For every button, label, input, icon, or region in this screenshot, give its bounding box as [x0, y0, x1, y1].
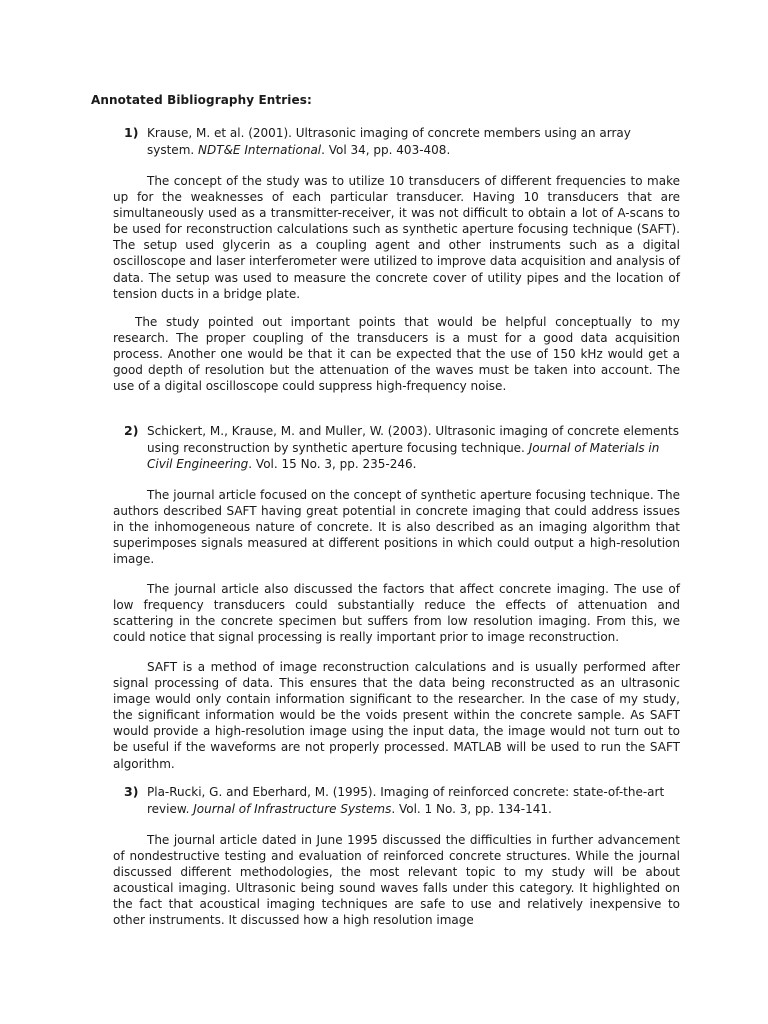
entry-citation: Pla-Rucki, G. and Eberhard, M. (1995). Imaging of reinforced concrete: state-of-the-art review. Journal of Infrastructure Systems. Vol. 1 No. 3, pp. 134-141. — [147, 785, 665, 816]
page-heading: Annotated Bibliography Entries: — [91, 93, 312, 107]
journal-title: Journal of Materials in Civil Engineering — [147, 440, 660, 471]
annotation-paragraph: SAFT is a method of image reconstruction calculations and is usually performed after signal processing of data. This ensures that the data being reconstructed as an ultrasonic image would only contain information significant to the researcher. In the case of my study, the significant information would be the voids present within the concrete sample. As SAFT would provide a high-resolution image using the input data, the image would not turn out to be useful if the waveforms are not properly processed. MATLAB will be used to run the SAFT algorithm. — [113, 660, 680, 771]
entry-number: 2) — [124, 423, 139, 438]
entry-number: 1) — [124, 125, 139, 140]
annotation-paragraph: The concept of the study was to utilize 10 transducers of different frequencies to make up for the weaknesses of each particular transducer. Having 10 transducers that are simultaneously used as a transmitter-receiver, it was not difficult to obtain a lot of A-scans to be used for reconstruction calculations such as synthetic aperture focusing technique (SAFT). The setup used glycerin as a coupling agent and other instruments such as a digital oscilloscope and laser interferometer were utilized to improve data acquisition and analysis of data. The setup was used to measure the concrete cover of utility pipes and the location of tension ducts in a bridge plate. — [113, 174, 680, 301]
journal-title: NDT&E International — [198, 142, 322, 157]
annotation-paragraph: The journal article focused on the concept of synthetic aperture focusing technique. The authors described SAFT having great potential in concrete imaging that could address issues in the inhomogeneous nature of concrete. It is also described as an imaging algorithm that superimposes signals measured at different positions in which could output a high-resolution image. — [113, 488, 680, 567]
bibliography-entry-2 — [124, 423, 680, 473]
entry-citation: Krause, M. et al. (2001). Ultrasonic imaging of concrete members using an array system. NDT&E International. Vol 34, pp. 403-408. — [147, 126, 631, 157]
annotation-paragraph: The study pointed out important points that would be helpful conceptually to my research. The proper coupling of the transducers is a must for a good data acquisition process. Another one would be that it can be expected that the use of 150 kHz would get a good depth of resolution but the attenuation of the waves must be taken into account. The use of a digital oscilloscope could suppress high-frequency noise. — [113, 315, 680, 394]
annotation-paragraph: The journal article also discussed the factors that affect concrete imaging. The use of low frequency transducers could substantially reduce the effects of attenuation and scattering in the concrete specimen but suffers from low resolution imaging. From this, we could notice that signal processing is really important prior to image reconstruction. — [113, 582, 680, 645]
entry-citation: Schickert, M., Krause, M. and Muller, W. (2003). Ultrasonic imaging of concrete elements using reconstruction by synthetic aperture focusing technique. Journal of Materials in Civil Engineering. Vol. 15 No. 3, pp. 235-246. — [147, 424, 679, 471]
journal-title: Journal of Infrastructure Systems — [193, 801, 392, 816]
annotation-paragraph: The journal article dated in June 1995 discussed the difficulties in further advancement of nondestructive testing and evaluation of reinforced concrete structures. While the journal discussed different methodologies, the most relevant topic to my study will be about acoustical imaging. Ultrasonic being sound waves falls under this category. It highlighted on the fact that acoustical imaging techniques are safe to use and relatively inexpensive to other instruments. It discussed how a high resolution image — [113, 833, 680, 928]
entry-number: 3) — [124, 784, 139, 799]
bibliography-entry-1 — [124, 125, 680, 158]
bibliography-entry-3 — [124, 784, 680, 817]
